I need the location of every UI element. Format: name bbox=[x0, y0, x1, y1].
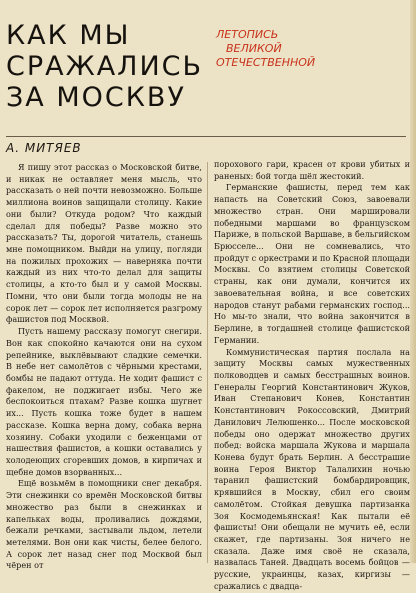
article-title bbox=[6, 20, 203, 113]
article-column-left bbox=[6, 162, 202, 572]
author-byline: А. МИТЯЕВ bbox=[6, 141, 82, 155]
title-line: СРАЖАЛИСЬ bbox=[6, 51, 204, 82]
article-column-right bbox=[214, 159, 410, 593]
rubric-line: ЛЕТОПИСЬ bbox=[216, 28, 279, 41]
paragraph: Я пишу этот рассказ о Московской битве, и никак не оставляет меня мысль, что рассказать о ней почти невозможно. Больше миллиона воинов защищали столицу. Какие они были? Откуда родом? Что каждый сделал для победы? Разве можно это рассказать? Ты, дорогой читатель, станешь мне помощником. Выйди на улицу, погляди на пожилых прохожих — наверняка почти каждый из них что-то делал для защиты столицы, а кто-то был и у самой Москвы. Помни, что они были тогда молоды не на сорок лет — сорок лет исполняется разгрому фашистов под Москвой. bbox=[6, 162, 202, 325]
title-line: ЗА МОСКВУ bbox=[6, 82, 186, 113]
column-divider bbox=[207, 162, 208, 563]
title-line: КАК МЫ bbox=[6, 20, 131, 51]
section-rubric bbox=[216, 28, 315, 70]
paragraph: Ещё возьмём в помощники снег декабря. Эти снежинки со времён Московской битвы множество раз были в снежинках и капельках воды, проливались дождями, бежали речками, застывали льдом, летели метелями. Вон они как чисты, белее белого. А сорок лет назад снег под Москвой был чёрен от bbox=[6, 478, 202, 571]
paragraph: Германские фашисты, перед тем как напасть на Советский Союз, завоевали множество стран. Они маршировали победными маршами во французском Париже, в польской Варшаве, в бельгийском Брюсселе... Они не сомневались, что пройдут с оркестрами и по Красной площади Москвы. Со взятием столицы Советской страны, как они думали, кончится их завоевательная война, и все советских народов станут рабами германских господ... Но мы-то знали, что война закончится в Берлине, в тогдашней столице фашистской Германии. bbox=[214, 182, 410, 345]
paragraph: Коммунистическая партия послала на защиту Москвы самых мужественных полководцев и самых бесстрашных воинов. Генералы Георгий Константинович Жуков, Иван Степанович Конев, Константин Константинович Рокоссовский, Дмитрий Данилович Лелюшенко... После московской победы оно одержат множество других побед: войска маршала Жукова и маршала Конева будут брать Берлин. А бесстрашие воина Героя Виктор Талалихин ночью таранил фашистский бомбардировщик, крявшийся в Москву, сбил его своим самолётом. Стойкая девушка партизанка Зоя Космодемьянская! Как пытали её фашисты! Они обещали не мучить её, если скажет, где партизаны. Зоя ничего не сказала. Даже имя своё не сказала, назвалась Таней. Двадцать восемь бойцов — русские, украинцы, казах, киргизы — сражались с двадца- bbox=[214, 346, 410, 591]
paragraph: порохового гари, красен от крови убитых и раненых: бой тогда шёл жестокий. bbox=[214, 159, 410, 181]
header-rule bbox=[6, 136, 406, 137]
rubric-line: ВЕЛИКОЙ bbox=[226, 42, 282, 55]
paragraph: Пусть нашему рассказу помогут снегири. Вон как спокойно качаются они на сухом репейнике, выклёвывают сладкие семечки. В небе нет самолётов с чёрными крестами, бомбы не падают оттуда. Не ходит фашист с факелом, не поджигает избы. Чего же беспокоиться птахам? Разве кошка шугнет их... Пусть кошка тоже будет в нашем рассказе. Кошка верна дому, собака верна хозяину. Собаки уходили с беженцами от нашествия фашистов, а кошки оставались у холодеющих сгоревших домов, в кирпичах и щебне домов взорванных... bbox=[6, 326, 202, 477]
rubric-line: ОТЕЧЕСТВЕННОЙ bbox=[216, 56, 316, 69]
page-edge bbox=[410, 0, 416, 563]
